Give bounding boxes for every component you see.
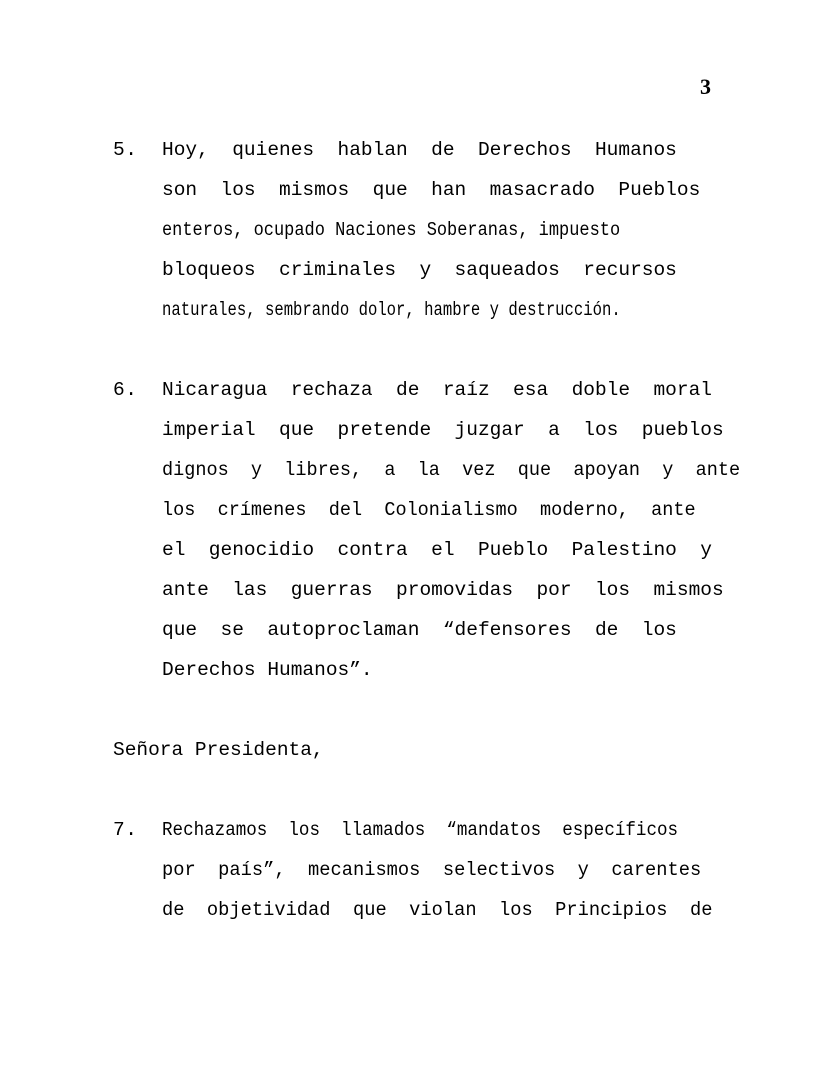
text-line: dignos y libres, a la vez que apoyan y ante (162, 459, 741, 481)
paragraph-number: 5. (113, 139, 138, 161)
text-line: Rechazamos los llamados “mandatos específicos (162, 819, 679, 841)
document-body (113, 130, 741, 930)
paragraph-text (162, 370, 741, 690)
text-line: Señora Presidenta, (113, 739, 324, 761)
text-line: los crímenes del Colonialismo moderno, ante (162, 499, 696, 521)
paragraph-text (162, 810, 711, 930)
numbered-paragraph (113, 370, 741, 690)
text-line: imperial que pretende juzgar a los pueblos (162, 419, 724, 441)
paragraph-number: 6. (113, 379, 138, 401)
text-line: enteros, ocupado Naciones Soberanas, impuesto (162, 219, 621, 241)
numbered-paragraph (113, 810, 711, 930)
page-number: 3 (700, 74, 711, 99)
text-line: que se autoproclaman “defensores de los (162, 619, 677, 641)
salutation-paragraph (113, 730, 711, 770)
text-line: ante las guerras promovidas por los mismos (162, 579, 724, 601)
text-line: el genocidio contra el Pueblo Palestino y (162, 539, 712, 561)
text-line: son los mismos que han masacrado Pueblos (162, 179, 701, 201)
text-line: por país”, mecanismos selectivos y carentes (162, 859, 702, 881)
paragraph-text (162, 130, 711, 330)
paragraph-text (113, 730, 711, 770)
numbered-paragraph (113, 130, 711, 330)
text-line: naturales, sembrando dolor, hambre y destrucción. (162, 299, 621, 321)
paragraph-number: 7. (113, 819, 138, 841)
text-line: bloqueos criminales y saqueados recursos (162, 259, 677, 281)
text-line: Derechos Humanos”. (162, 659, 373, 681)
text-line: de objetividad que violan los Principios de (162, 899, 713, 921)
text-line: Hoy, quienes hablan de Derechos Humanos (162, 139, 677, 161)
text-line: Nicaragua rechaza de raíz esa doble moral (162, 379, 712, 401)
